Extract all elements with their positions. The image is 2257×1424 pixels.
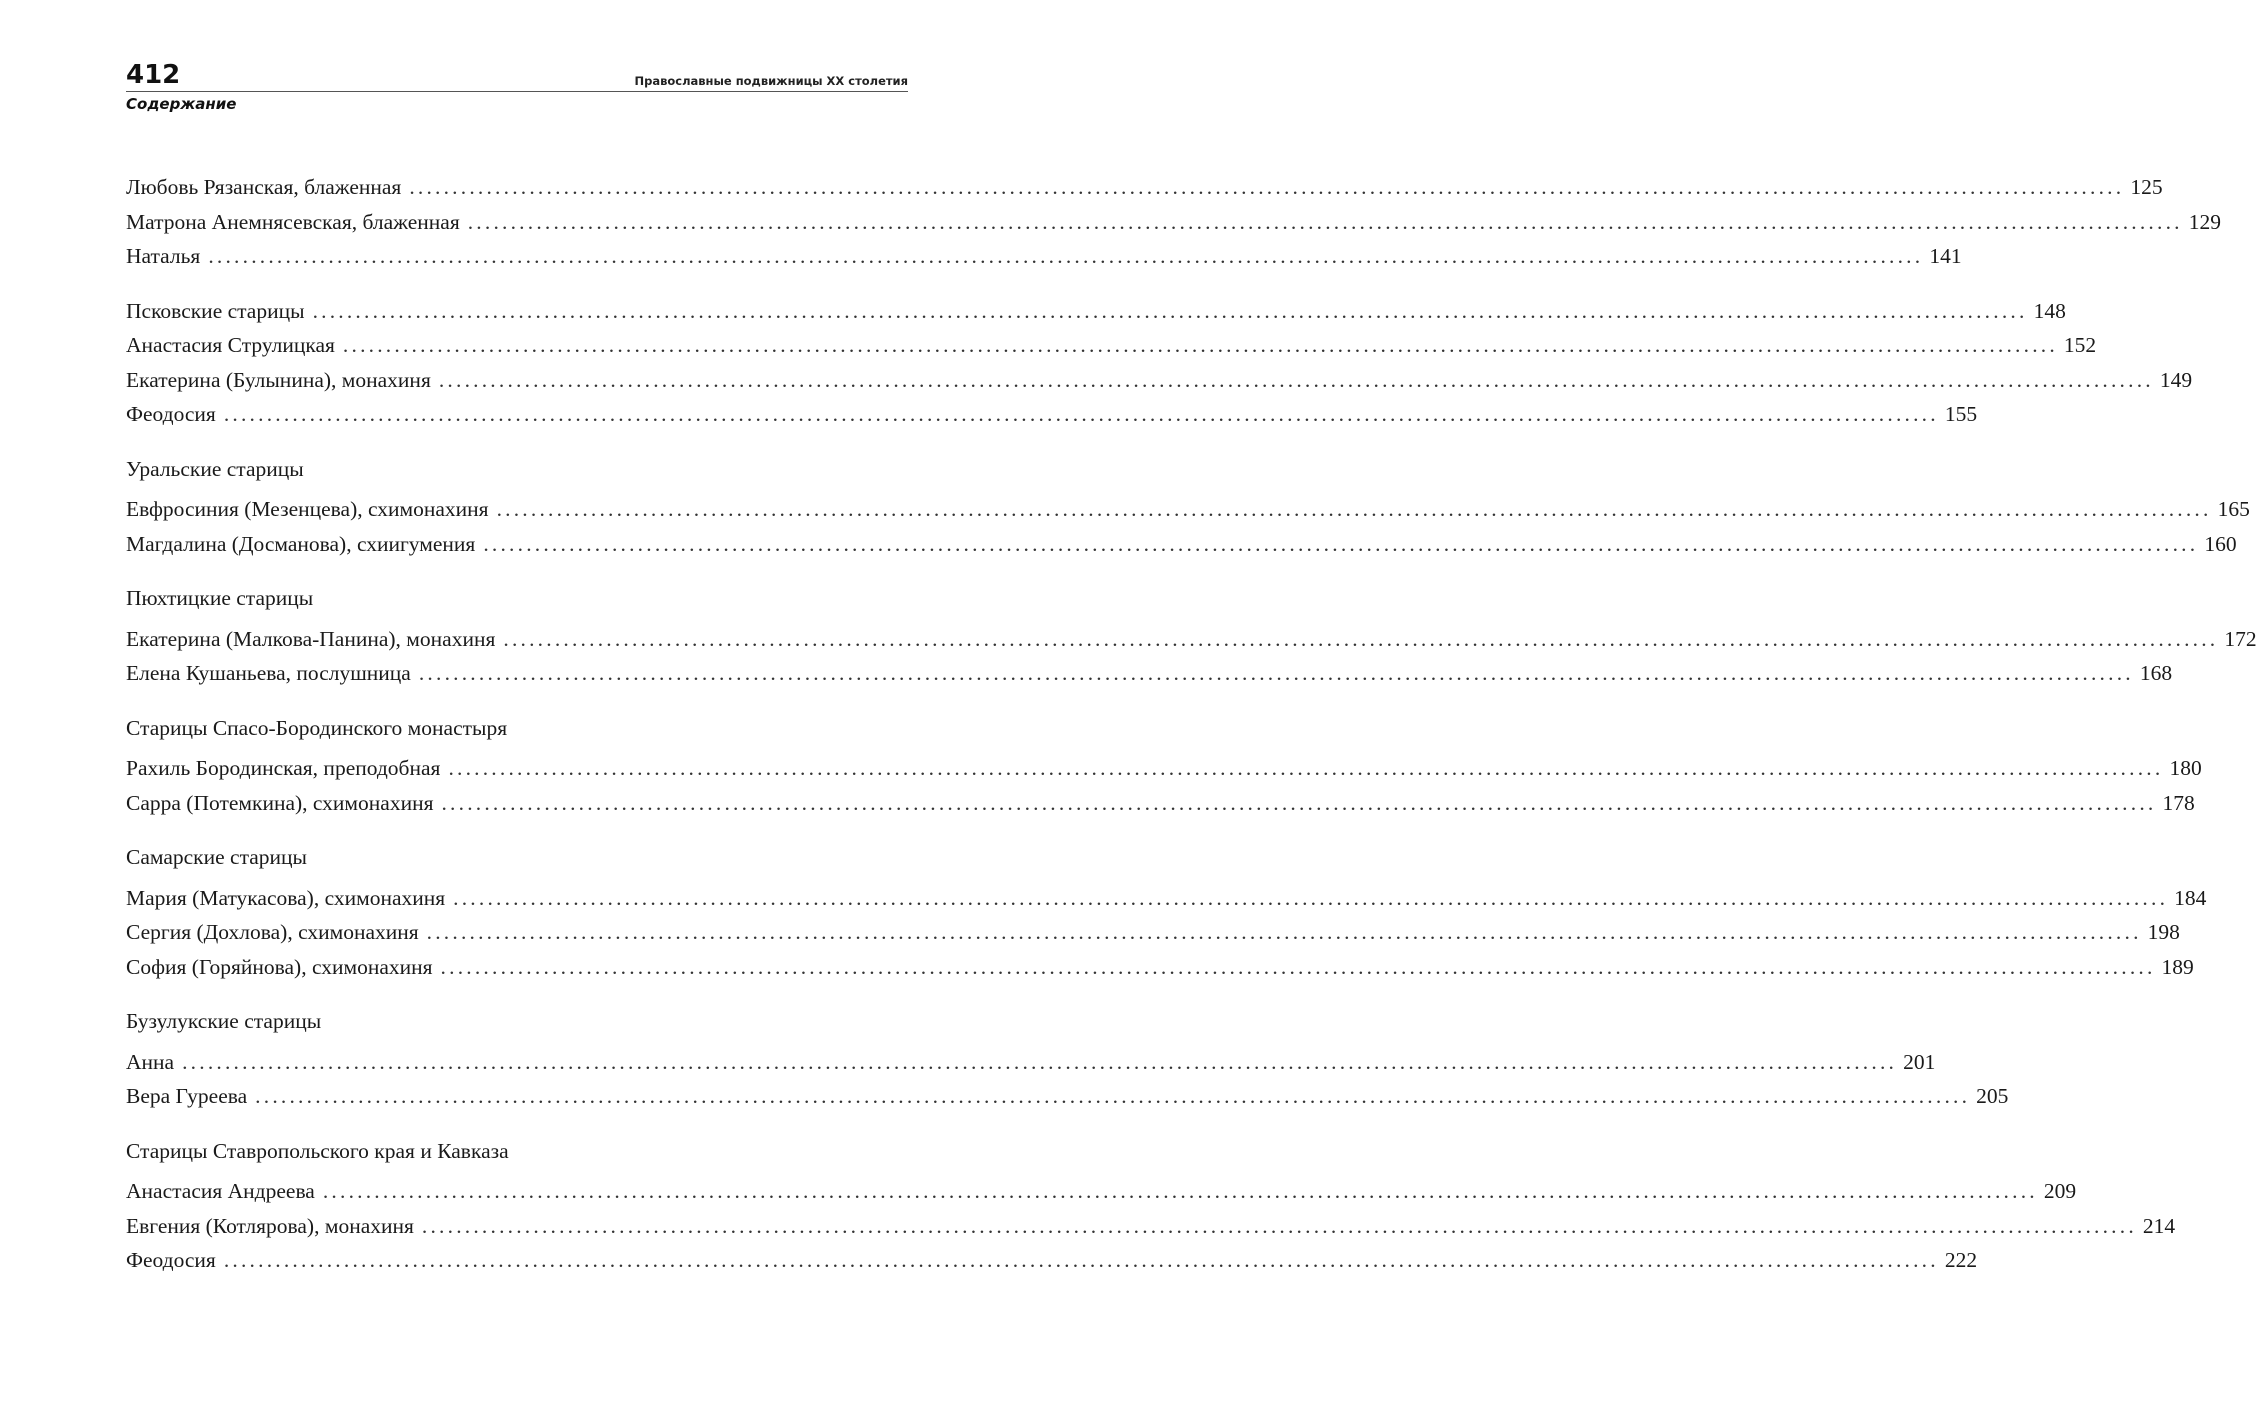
toc-entry-title: Евфросиния (Мезенцева), схимонахиня <box>126 497 489 521</box>
toc-entry-page: 155 <box>1944 402 1978 426</box>
dot-leader: ........................................................................................................................................................................................................ <box>418 661 2134 685</box>
dot-leader: ........................................................................................................................................................................................................ <box>467 209 2183 234</box>
toc-entry[interactable] <box>126 207 2221 242</box>
toc-entry[interactable] <box>126 1245 1978 1280</box>
toc-entry-title: Магдалина (Досманова), схиигумения <box>126 531 476 556</box>
dot-leader: ........................................................................................................................................................................................................ <box>453 885 2169 910</box>
toc-entry-page: 165 <box>2217 497 2250 521</box>
toc-entry[interactable] <box>126 399 1978 434</box>
dot-leader: ........................................................................................................................................................................................................ <box>322 1179 2038 1203</box>
toc-entry[interactable] <box>126 624 2257 659</box>
dot-leader: ........................................................................................................................................................................................................ <box>483 531 2199 556</box>
toc-group <box>126 454 2250 564</box>
table-of-contents <box>126 172 2257 1280</box>
toc-entry-page: 222 <box>1944 1248 1978 1272</box>
toc-entry-page: 214 <box>2142 1213 2176 1238</box>
toc-entry[interactable] <box>126 172 2163 207</box>
toc-entry-title: Евгения (Котлярова), монахиня <box>126 1213 414 1238</box>
toc-group-heading: Уральские старицы <box>126 456 304 481</box>
dot-leader: ........................................................................................................................................................................................................ <box>503 626 2219 651</box>
dot-leader: ........................................................................................................................................................................................................ <box>496 497 2212 521</box>
header-rule <box>126 91 908 92</box>
dot-leader: ........................................................................................................................................................................................................ <box>208 244 1924 268</box>
toc-group <box>126 713 2202 823</box>
toc-entry[interactable] <box>126 753 2202 788</box>
dot-leader: ........................................................................................................................................................................................................ <box>421 1213 2137 1238</box>
toc-entry-title: Екатерина (Малкова-Панина), монахиня <box>126 626 496 651</box>
page-header <box>126 60 908 120</box>
toc-entry[interactable] <box>126 296 2066 331</box>
dot-leader: ........................................................................................................................................................................................................ <box>441 790 2157 815</box>
toc-group <box>126 172 2221 276</box>
toc-entry-title: Рахиль Бородинская, преподобная <box>126 756 441 780</box>
toc-entry-page: 205 <box>1976 1084 2009 1108</box>
toc-entry-page: 148 <box>2033 298 2066 323</box>
toc-entry-title: Анастасия Андреева <box>126 1179 315 1203</box>
toc-entry[interactable] <box>126 788 2195 823</box>
dot-leader: ........................................................................................................................................................................................................ <box>312 298 2028 323</box>
toc-entry-title: София (Горяйнова), схимонахиня <box>126 954 433 979</box>
toc-group <box>126 842 2207 986</box>
toc-entry[interactable] <box>126 365 2193 400</box>
toc-entry-page: 149 <box>2159 367 2193 392</box>
toc-entry-page: 201 <box>1903 1049 1936 1074</box>
toc-group-heading: Самарские старицы <box>126 845 307 869</box>
toc-entry-page: 129 <box>2188 209 2221 234</box>
toc-entry-page: 180 <box>2169 756 2202 780</box>
dot-leader: ........................................................................................................................................................................................................ <box>448 756 2164 780</box>
toc-entry[interactable] <box>126 1081 2009 1116</box>
toc-entry-title: Сергия (Дохлова), схимонахиня <box>126 920 419 944</box>
toc-entry[interactable] <box>126 1047 1936 1082</box>
toc-group <box>126 1136 2176 1280</box>
toc-entry-page: 209 <box>2043 1179 2077 1203</box>
dot-leader: ........................................................................................................................................................................................................ <box>409 175 2125 199</box>
toc-entry-title: Сарра (Потемкина), схимонахиня <box>126 790 434 815</box>
toc-entry-title: Феодосия <box>126 402 216 426</box>
toc-entry-title: Вера Гуреева <box>126 1084 248 1108</box>
toc-entry[interactable] <box>126 1211 2176 1246</box>
toc-entry[interactable] <box>126 658 2173 693</box>
toc-entry[interactable] <box>126 241 1962 276</box>
dot-leader: ........................................................................................................................................................................................................ <box>440 954 2156 979</box>
toc-group-heading: Старицы Спасо-Бородинского монастыря <box>126 715 508 740</box>
dot-leader: ........................................................................................................................................................................................................ <box>438 367 2154 392</box>
toc-entry-page: 198 <box>2147 920 2180 944</box>
toc-entry-title: Мария (Матукасова), схимонахиня <box>126 885 446 910</box>
toc-entry-title: Екатерина (Булынина), монахиня <box>126 367 431 392</box>
toc-entry-page: 178 <box>2162 790 2195 815</box>
dot-leader: ........................................................................................................................................................................................................ <box>223 402 1939 426</box>
toc-group <box>126 583 2257 693</box>
toc-group <box>126 1006 2009 1116</box>
toc-entry-page: 184 <box>2174 885 2207 910</box>
toc-group <box>126 296 2193 434</box>
toc-group-heading: Бузулукские старицы <box>126 1009 322 1033</box>
toc-entry-title: Матрона Анемнясевская, блаженная <box>126 209 460 234</box>
toc-entry-title: Любовь Рязанская, блаженная <box>126 175 402 199</box>
toc-entry-page: 152 <box>2063 333 2097 357</box>
dot-leader: ........................................................................................................................................................................................................ <box>223 1248 1939 1272</box>
toc-entry[interactable] <box>126 917 2180 952</box>
toc-group-heading: Пюхтицкие старицы <box>126 586 314 610</box>
toc-entry[interactable] <box>126 883 2207 918</box>
section-label: Содержание <box>126 95 237 113</box>
toc-entry-page: 168 <box>2139 661 2173 685</box>
toc-entry-title: Анна <box>126 1049 175 1074</box>
toc-entry[interactable] <box>126 330 2097 365</box>
toc-entry-page: 189 <box>2161 954 2194 979</box>
toc-entry[interactable] <box>126 1176 2077 1211</box>
dot-leader: ........................................................................................................................................................................................................ <box>255 1084 1971 1108</box>
toc-group-heading: Старицы Ставропольского края и Кавказа <box>126 1138 509 1163</box>
toc-entry-title: Елена Кушаньева, послушница <box>126 661 411 685</box>
toc-entry[interactable] <box>126 494 2250 529</box>
dot-leader: ........................................................................................................................................................................................................ <box>426 920 2142 944</box>
toc-entry[interactable] <box>126 529 2237 564</box>
toc-entry-title: Наталья <box>126 244 201 268</box>
dot-leader: ........................................................................................................................................................................................................ <box>182 1049 1898 1074</box>
toc-entry-page: 160 <box>2204 531 2237 556</box>
toc-entry-page: 141 <box>1929 244 1962 268</box>
toc-entry-page: 172 <box>2224 626 2257 651</box>
toc-entry-page: 125 <box>2130 175 2163 199</box>
dot-leader: ........................................................................................................................................................................................................ <box>342 333 2058 357</box>
toc-entry-title: Псковские старицы <box>126 298 305 323</box>
page-number: 412 <box>126 60 181 90</box>
toc-entry-title: Анастасия Струлицкая <box>126 333 335 357</box>
running-title: Православные подвижницы XX столетия <box>634 74 908 88</box>
toc-entry[interactable] <box>126 952 2194 987</box>
toc-entry-title: Феодосия <box>126 1248 216 1272</box>
